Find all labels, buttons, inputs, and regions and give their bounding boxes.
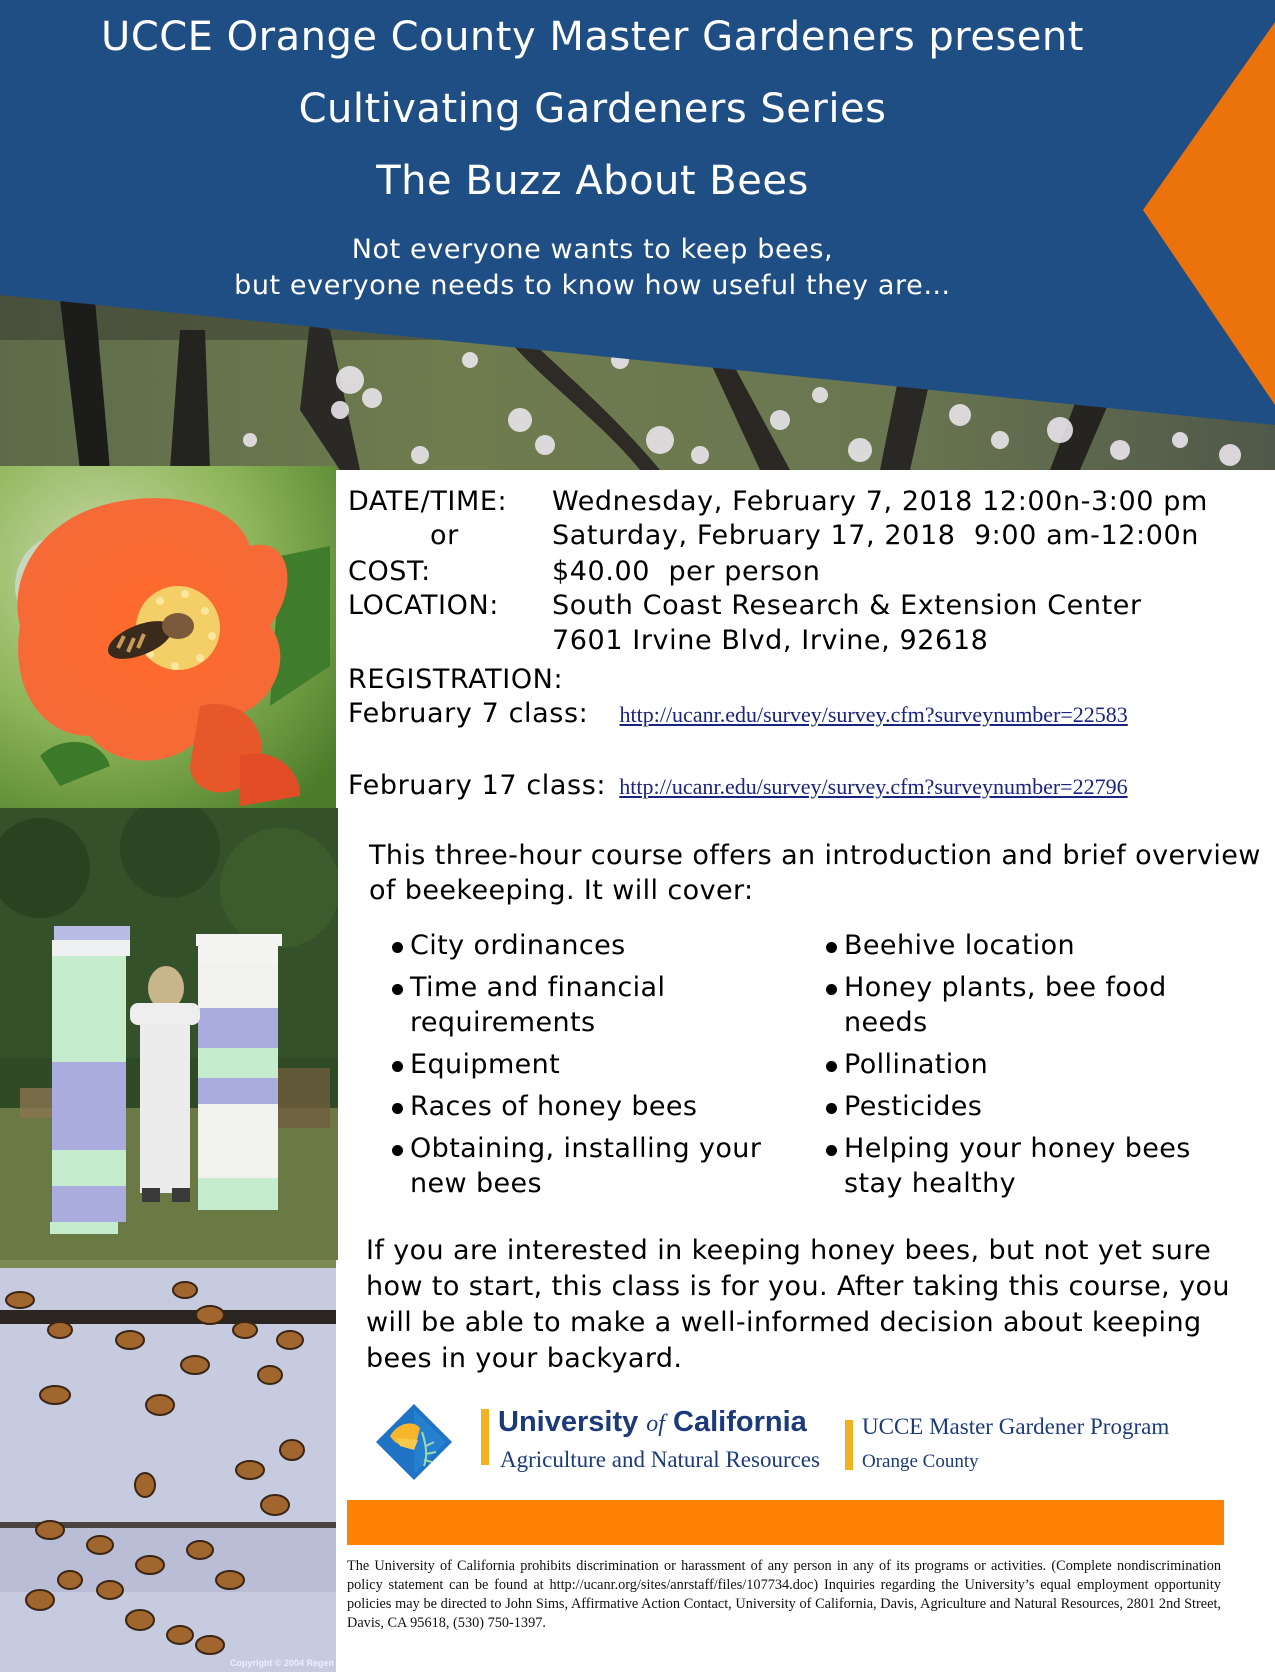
registration-link-feb17[interactable]: http://ucanr.edu/survey/survey.cfm?surveynumber=22796 (619, 774, 1128, 799)
photo-copyright: Copyright © 2004 Regen (229, 1658, 334, 1668)
topic-item: Time and financial requirements (388, 970, 788, 1040)
registration-link-feb7[interactable]: http://ucanr.edu/survey/survey.cfm?surveynumber=22583 (619, 702, 1128, 727)
course-intro: This three-hour course offers an introduction and brief overview of beekeeping. It will cover: (369, 840, 1261, 906)
bees-on-hive-entrance-photo (0, 1260, 336, 1672)
topic-item: Pesticides (822, 1089, 1242, 1124)
uc-anr-logo-icon (376, 1404, 452, 1480)
registration-label: REGISTRATION: (348, 664, 564, 695)
orange-divider-band (347, 1500, 1224, 1545)
topics-list-right (822, 928, 1242, 1208)
uc-name: University of California (498, 1406, 807, 1438)
topic-item: Beehive location (822, 928, 1242, 963)
bee-on-orange-flower-photo (0, 466, 336, 808)
topic-item: Obtaining, installing your new bees (388, 1131, 788, 1201)
topic-item: Honey plants, bee food needs (822, 970, 1242, 1040)
registration-row-1 (348, 698, 1128, 729)
event-title: The Buzz About Bees (376, 158, 809, 204)
logo-divider (845, 1420, 853, 1470)
tagline-line-2: but everyone needs to know how useful they are… (234, 270, 951, 301)
cost-row (348, 556, 820, 587)
location-line-1: South Coast Research & Extension Center (552, 590, 1142, 621)
cost-label: COST: (348, 556, 431, 587)
registration-label-feb7: February 7 class: (348, 698, 589, 729)
series-title: Cultivating Gardeners Series (298, 86, 887, 132)
topic-item: Equipment (388, 1047, 788, 1082)
date-2: Saturday, February 17, 2018 9:00 am-12:00n (552, 520, 1199, 551)
date-label: DATE/TIME: (348, 486, 508, 517)
logo-divider (481, 1409, 489, 1465)
date-row-1 (348, 486, 1208, 517)
master-gardener-county: Orange County (862, 1451, 979, 1472)
master-gardener-program-name: UCCE Master Gardener Program (862, 1414, 1170, 1439)
nondiscrimination-statement: The University of California prohibits discrimination or harassment of any person in any of its programs or activities. (Complete nondiscrimination policy statement can be found at http://ucanr.org/sites/anrstaff/files/107734.doc) Inquiries regarding the University’s equal employment opportunity policies may be directed to John Sims, Affirmative Action Contact, University of California, Davis, Agriculture and Natural Resources, 2801 2nd Street, Davis, CA 95618, (530) 750-1397. (347, 1558, 1221, 1631)
topics-list-left (388, 928, 788, 1208)
topic-item: Pollination (822, 1047, 1242, 1082)
registration-label-feb17: February 17 class: (348, 770, 607, 801)
location-row (348, 590, 1142, 621)
uc-anr-subtitle: Agriculture and Natural Resources (500, 1447, 820, 1472)
topic-item: Helping your honey bees stay healthy (822, 1131, 1242, 1201)
location-label: LOCATION: (348, 590, 499, 621)
or-label: or (430, 520, 459, 551)
date-1: Wednesday, February 7, 2018 12:00n-3:00 pm (552, 486, 1208, 517)
topic-item: City ordinances (388, 928, 788, 963)
cost-value: $40.00 per person (552, 556, 821, 587)
tagline-line-1: Not everyone wants to keep bees, (351, 234, 834, 265)
location-row-2 (348, 625, 988, 656)
date-row-2 (348, 520, 1199, 551)
location-line-2: 7601 Irvine Blvd, Irvine, 92618 (552, 625, 989, 656)
registration-row-2 (348, 770, 1128, 801)
header-title: UCCE Orange County Master Gardeners present (101, 14, 1084, 60)
topic-item: Races of honey bees (388, 1089, 788, 1124)
closing-paragraph: If you are interested in keeping honey bees, but not yet sure how to start, this class is for you. After taking this course, you will be able to make a well-informed decision about keeping bees in your backyard. (366, 1235, 1230, 1374)
beekeeper-with-hives-photo (0, 808, 338, 1260)
